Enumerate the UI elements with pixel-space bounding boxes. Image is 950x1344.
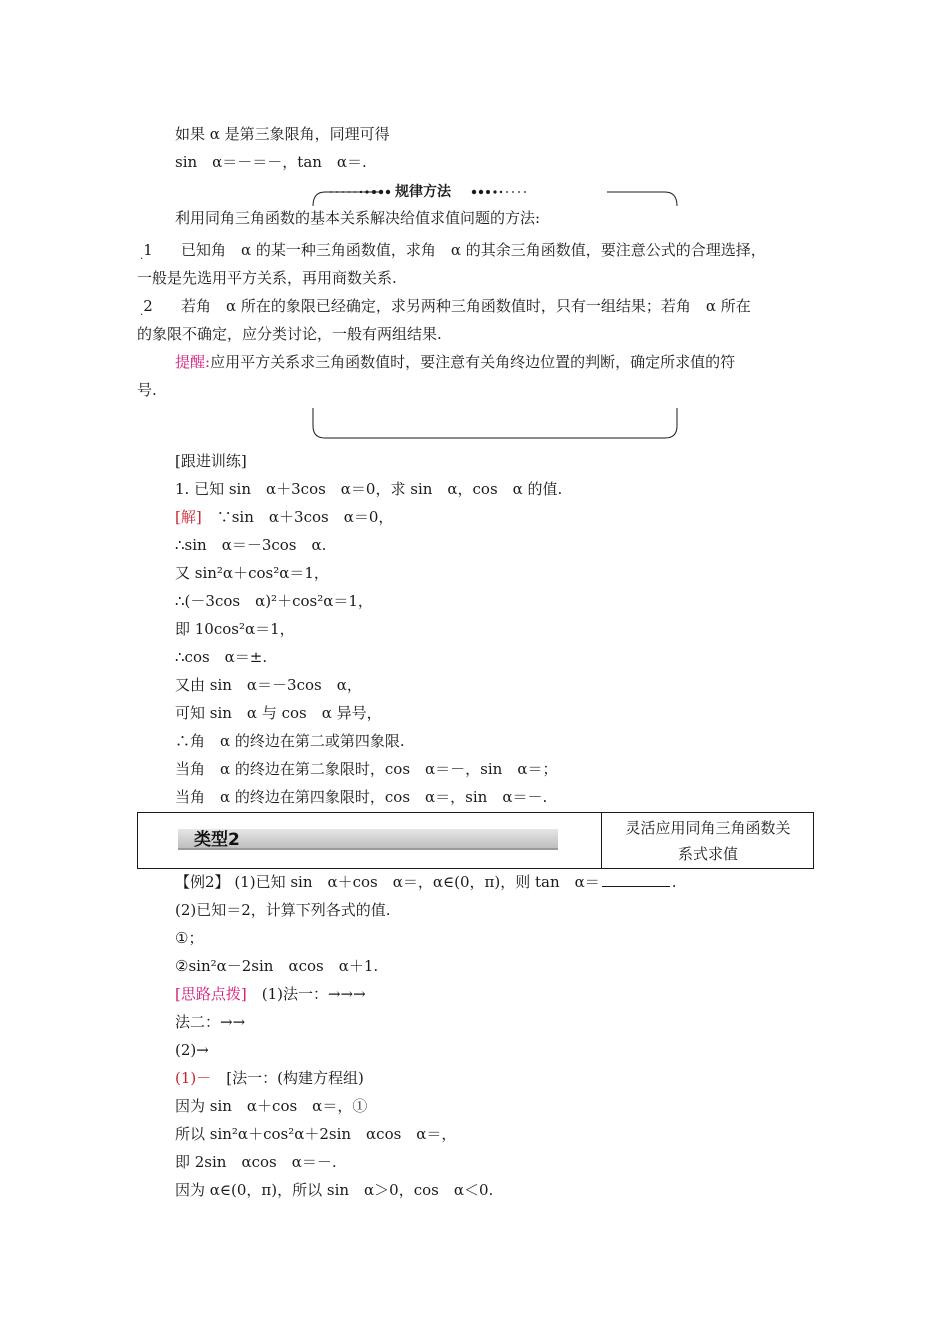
- solution-line: [175, 507, 393, 527]
- type-title: [608, 815, 808, 867]
- reminder-continued: 号.: [137, 381, 157, 399]
- solution-line: 即 10cos²α＝1，: [175, 620, 295, 638]
- hint-label: [思路点拨]: [175, 985, 247, 1003]
- example-label: 【例2】: [175, 873, 230, 891]
- hint-line: 法二：→→: [175, 1013, 246, 1031]
- example-question: [175, 872, 677, 892]
- type-title-line: 系式求值: [677, 845, 738, 863]
- answer-line: [175, 1068, 364, 1088]
- text-line: 利用同角三角函数的基本关系解决给值求值问题的方法:: [175, 209, 541, 227]
- method-box-title: 规律方法: [395, 184, 451, 200]
- list-item: 已知角 α 的某一种三角函数值，求角 α 的其余三角函数值，要注意公式的合理选择，: [181, 241, 766, 259]
- solution-line: 可知 sin α 与 cos α 异号，: [175, 704, 382, 722]
- method-box-header: [311, 186, 679, 210]
- answer-line: 因为 α∈(0，π)，所以 sin α＞0，cos α＜0.: [175, 1181, 494, 1199]
- reminder-label: 提醒:: [175, 353, 211, 371]
- question-text: (1)已知 sin α＋cos α＝，α∈(0，π)，则 tan α＝: [234, 873, 600, 891]
- type-label: 类型2: [194, 830, 240, 850]
- section-header: [跟进训练]: [175, 452, 247, 470]
- method-box-footer: [311, 408, 679, 440]
- text-line: sin α＝－＝－，tan α＝.: [175, 153, 367, 171]
- answer-blank[interactable]: [602, 872, 670, 887]
- list-item-number: $_.$1: [140, 241, 153, 262]
- solution-line: ∴cos α＝±.: [175, 648, 268, 666]
- hint-text: (1)法一：→→→: [261, 985, 366, 1003]
- hint-line: [175, 984, 366, 1004]
- solution-line: 又由 sin α＝－3cos α，: [175, 676, 362, 694]
- solution-line: 又 sin²α＋cos²α＝1，: [175, 564, 329, 582]
- question: 1. 已知 sin α＋3cos α＝0，求 sin α，cos α 的值.: [175, 480, 563, 498]
- solution-line: 当角 α 的终边在第二象限时，cos α＝－，sin α＝；: [175, 760, 558, 778]
- type-title-line: 灵活应用同角三角函数关: [625, 819, 791, 837]
- solution-line: 当角 α 的终边在第四象限时，cos α＝，sin α＝－.: [175, 788, 548, 806]
- list-item-continued: 的象限不确定，应分类讨论，一般有两组结果.: [137, 325, 442, 343]
- type-section-table: [137, 812, 814, 869]
- table-divider: [601, 813, 602, 868]
- solution-line: ∴(－3cos α)²＋cos²α＝1，: [175, 592, 373, 610]
- solution-line: ∴角 α 的终边在第二或第四象限.: [175, 732, 405, 750]
- answer-line: 所以 sin²α＋cos²α＋2sin αcos α＝，: [175, 1125, 457, 1143]
- solution-text: ∵sin α＋3cos α＝0，: [216, 508, 394, 526]
- sub-question: ①；: [175, 929, 204, 947]
- list-item-continued: 一般是先选用平方关系，再用商数关系.: [137, 269, 397, 287]
- text-line: 如果 α 是第三象限角，同理可得: [175, 125, 390, 143]
- list-item-number: $_.$2: [140, 297, 153, 318]
- question-end: .: [671, 873, 677, 891]
- hint-line: (2)→: [175, 1041, 209, 1059]
- question: (2)已知＝2，计算下列各式的值.: [175, 901, 391, 919]
- answer-line: 即 2sin αcos α＝－.: [175, 1153, 337, 1171]
- sub-question: ②sin²α－2sin αcos α＋1.: [175, 957, 379, 975]
- list-item: 若角 α 所在的象限已经确定，求另两种三角函数值时，只有一组结果；若角 α 所在: [181, 297, 751, 315]
- answer-label: (1)－: [175, 1069, 212, 1087]
- reminder-line: [175, 352, 735, 372]
- solution-line: ∴sin α＝－3cos α.: [175, 536, 327, 554]
- reminder-text: 应用平方关系求三角函数值时，要注意有关角终边位置的判断，确定所求值的符: [210, 353, 736, 371]
- answer-method: [法一：(构建方程组): [226, 1069, 364, 1087]
- answer-line: 因为 sin α＋cos α＝，①: [175, 1097, 368, 1115]
- solution-label: [解]: [175, 508, 202, 526]
